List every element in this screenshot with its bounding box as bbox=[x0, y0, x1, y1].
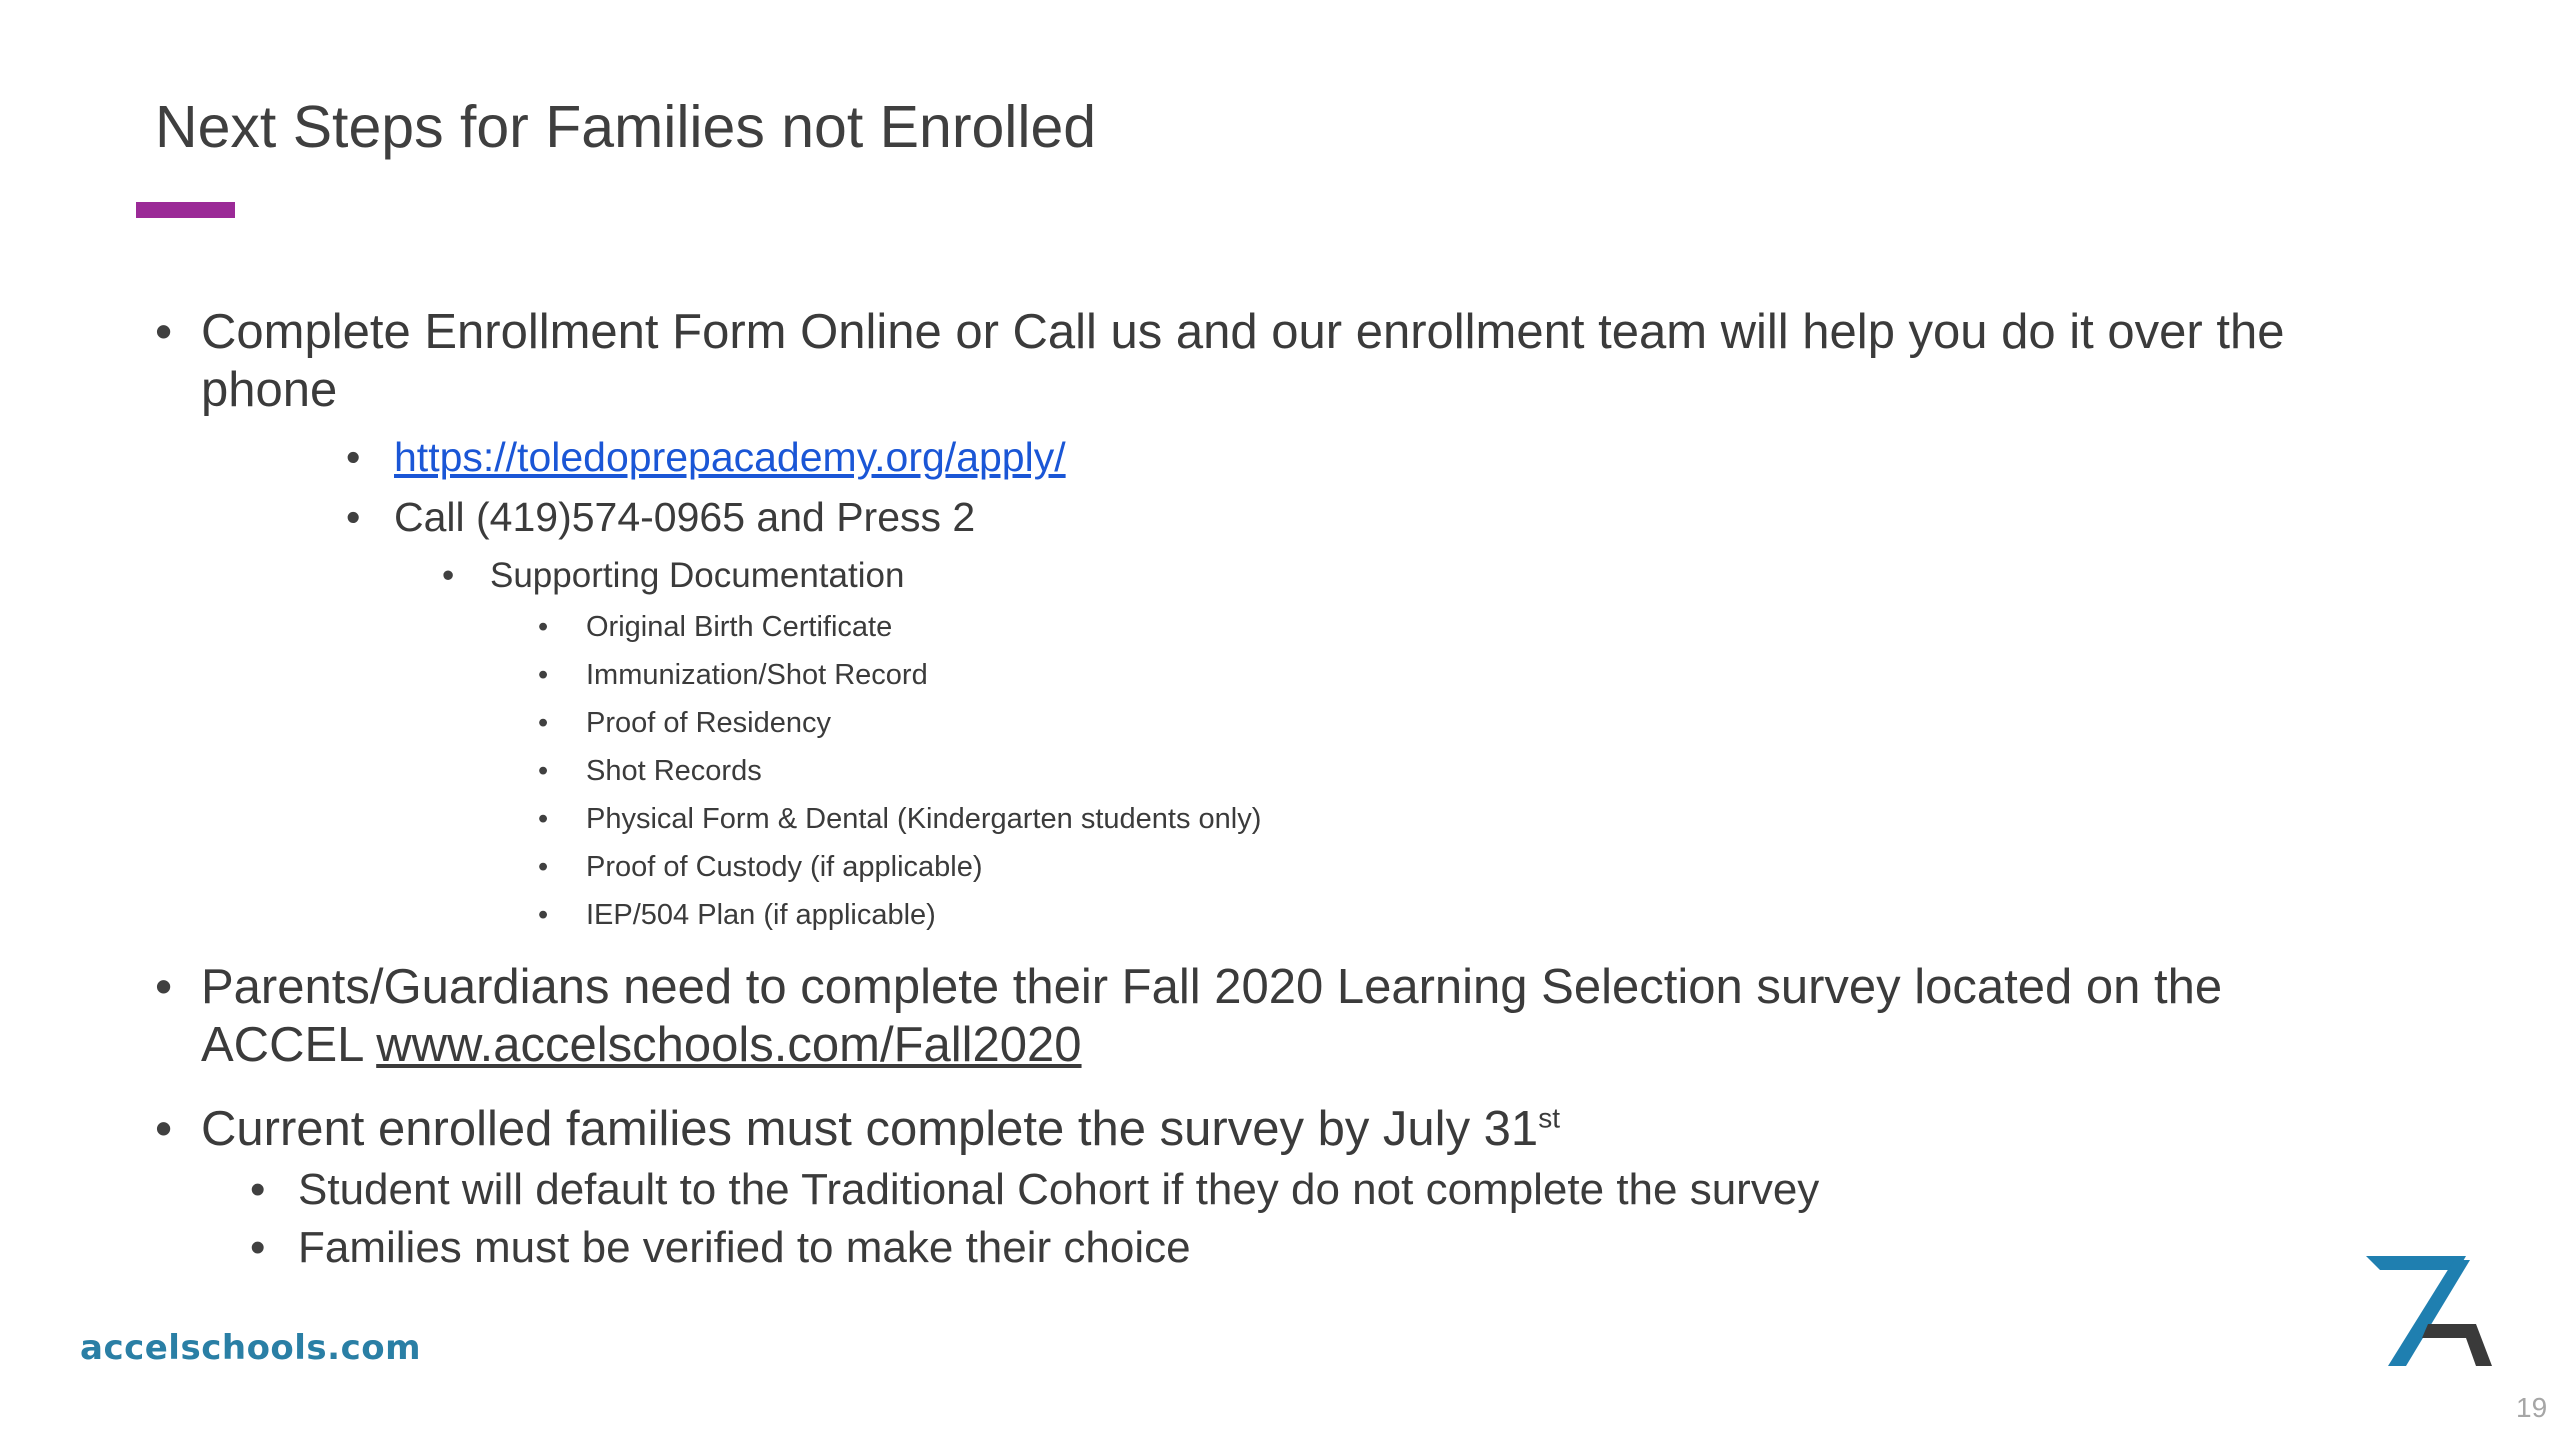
bullet-apply-link bbox=[346, 432, 1346, 482]
survey-line-1: Parents/Guardians need to complete their Fall 2020 Learning Selection survey located on the bbox=[201, 960, 2223, 1014]
slide-title: Next Steps for Families not Enrolled bbox=[155, 94, 1097, 160]
bullet-verified bbox=[250, 1222, 2150, 1274]
bullet-default-cohort bbox=[250, 1164, 2150, 1216]
doc-item bbox=[538, 657, 1838, 693]
accel-logo-icon bbox=[2358, 1254, 2492, 1368]
bullet-dot: • bbox=[250, 1165, 266, 1214]
doc-item bbox=[538, 897, 1838, 933]
doc-item-label: Proof of Custody (if applicable) bbox=[586, 851, 983, 883]
bullet-dot: • bbox=[155, 305, 173, 359]
bullet-dot: • bbox=[538, 659, 549, 691]
bullet-call bbox=[346, 492, 1346, 542]
bullet-dot: • bbox=[538, 803, 549, 835]
doc-item-label: IEP/504 Plan (if applicable) bbox=[586, 899, 936, 931]
doc-item bbox=[538, 801, 1838, 837]
doc-item-label: Physical Form & Dental (Kindergarten students only) bbox=[586, 803, 1262, 835]
doc-item bbox=[538, 849, 1838, 885]
bullet-dot: • bbox=[538, 755, 549, 787]
doc-item-label: Shot Records bbox=[586, 755, 762, 787]
survey-prefix: ACCEL bbox=[201, 1018, 377, 1072]
bullet-enrollment bbox=[155, 303, 2355, 419]
bullet-survey bbox=[155, 958, 2355, 1074]
bullet-dot: • bbox=[538, 611, 549, 643]
bullet-dot: • bbox=[538, 851, 549, 883]
bullet-dot: • bbox=[346, 434, 361, 480]
footer-site-url: accelschools.com bbox=[80, 1328, 422, 1368]
survey-link[interactable]: www.accelschools.com/Fall2020 bbox=[376, 1018, 1082, 1072]
enrollment-line-2: phone bbox=[201, 363, 338, 417]
doc-item-label: Original Birth Certificate bbox=[586, 611, 893, 643]
bullet-dot: • bbox=[155, 1102, 173, 1156]
bullet-dot: • bbox=[346, 494, 361, 540]
doc-item-label: Proof of Residency bbox=[586, 707, 832, 739]
apply-link[interactable]: https://toledoprepacademy.org/apply/ bbox=[394, 434, 1066, 480]
date-superscript: st bbox=[1538, 1102, 1560, 1134]
bullet-dot: • bbox=[442, 556, 455, 595]
page-number: 19 bbox=[2516, 1392, 2548, 1423]
current-enrolled-text bbox=[201, 1100, 1560, 1158]
supporting-docs-label: Supporting Documentation bbox=[490, 556, 905, 595]
doc-item bbox=[538, 753, 1838, 789]
doc-item bbox=[538, 609, 1838, 645]
bullet-current-enrolled bbox=[155, 1100, 2355, 1158]
bullet-dot: • bbox=[538, 899, 549, 931]
call-text: Call (419)574-0965 and Press 2 bbox=[394, 494, 976, 540]
bullet-dot: • bbox=[155, 960, 173, 1014]
bullet-supporting-docs bbox=[442, 555, 1442, 597]
enrollment-line-1: Complete Enrollment Form Online or Call us and our enrollment team will help you do it over the bbox=[201, 305, 2285, 359]
bullet-dot: • bbox=[538, 707, 549, 739]
doc-item bbox=[538, 705, 1838, 741]
verified-text: Families must be verified to make their choice bbox=[298, 1223, 1191, 1272]
bullet-dot: • bbox=[250, 1223, 266, 1272]
survey-line-2 bbox=[201, 1016, 1082, 1074]
default-cohort-text: Student will default to the Traditional Cohort if they do not complete the survey bbox=[298, 1165, 1820, 1214]
doc-item-label: Immunization/Shot Record bbox=[586, 659, 928, 691]
current-enrolled-main: Current enrolled families must complete the survey by July 31 bbox=[201, 1102, 1539, 1156]
